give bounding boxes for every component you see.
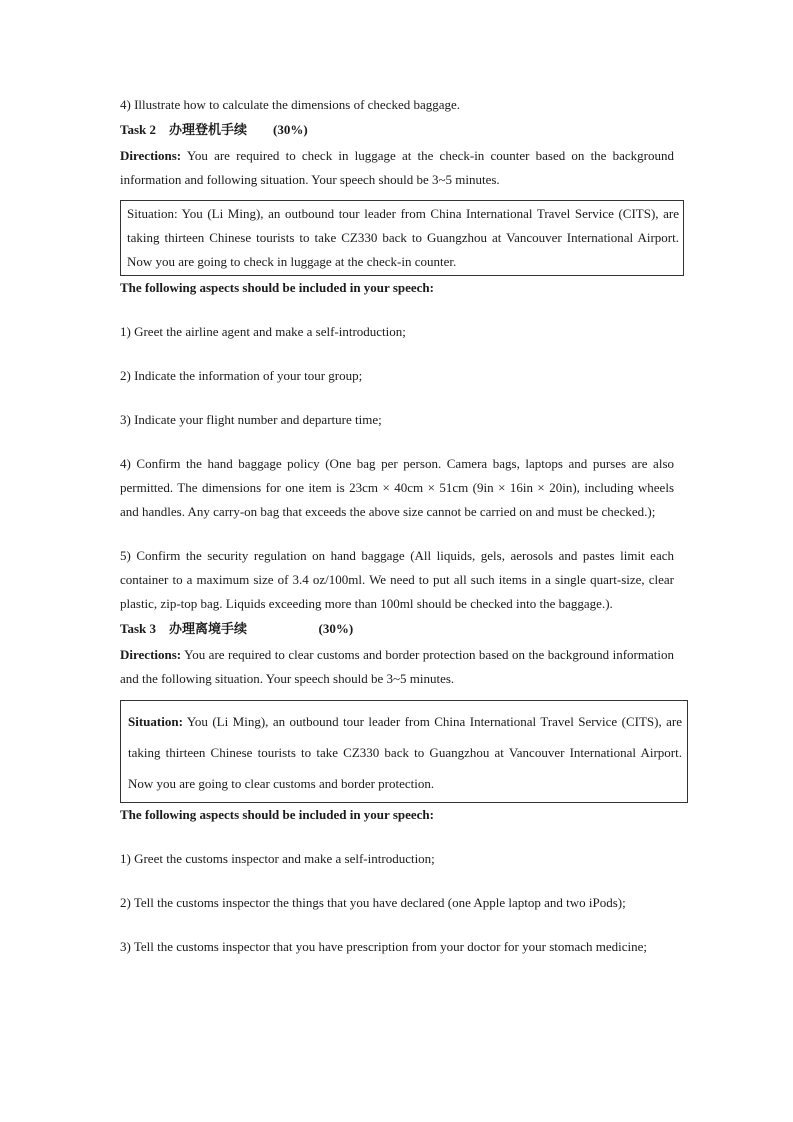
task2-item-4: 4) Confirm the hand baggage policy (One bag per person. Camera bags, laptops and purses are also permitted. The dimensions for one item is 23cm × 40cm × 51cm (9in × 16in × 20in), including wheels and handles. Any carry-on bag that exceeds the above size cannot be carried on and must be checked.);: [120, 456, 674, 519]
task3-directions-text: You are required to clear customs and border protection based on the background information and the following situation. Your speech should be 3~5 minutes.: [120, 647, 674, 686]
task3-label: Task 3: [120, 621, 157, 636]
task2-item-1: 1) Greet the airline agent and make a self-introduction;: [120, 324, 406, 339]
task3-item-2: 2) Tell the customs inspector the things that you have declared (one Apple laptop and two iPods);: [120, 895, 626, 910]
task2-aspects-heading: The following aspects should be included in your speech:: [120, 280, 434, 295]
task2-directions-text: You are required to check in luggage at the check-in counter based on the background information and following situation. Your speech should be 3~5 minutes.: [120, 148, 674, 187]
document-page: [120, 93, 682, 959]
task3-heading: [120, 616, 674, 643]
task2-title: 办理登机手续: [169, 123, 248, 138]
task2-item-3: 3) Indicate your flight number and departure time;: [120, 412, 382, 427]
task3-title: 办理离境手续: [169, 622, 248, 637]
task2-situation: Situation: You (Li Ming), an outbound tour leader from China International Travel Service (CITS), are taking thirteen Chinese tourists to take CZ330 back to Guangzhou at Vancouver International Airport. Now you are going to check in luggage at the check-in counter.: [127, 206, 679, 269]
task3-aspects-heading: The following aspects should be included in your speech:: [120, 807, 434, 822]
task3-directions: [120, 643, 674, 691]
task3-item-1: 1) Greet the customs inspector and make a self-introduction;: [120, 851, 435, 866]
task3-situation-text: You (Li Ming), an outbound tour leader from China International Travel Service (CITS), are taking thirteen Chinese tourists to take CZ330 back to Guangzhou at Vancouver International Airport. Now you are going to clear customs and border protection.: [128, 714, 682, 791]
task2-situation-box: [120, 200, 684, 276]
intro-item: 4) Illustrate how to calculate the dimensions of checked baggage.: [120, 97, 461, 112]
task3-situation: [128, 706, 682, 799]
task2-label: Task 2: [120, 122, 157, 137]
task2-heading: [120, 117, 674, 144]
task2-directions: [120, 144, 674, 192]
task2-item-5: 5) Confirm the security regulation on hand baggage (All liquids, gels, aerosols and pastes limit each container to a maximum size of 3.4 oz/100ml. We need to put all such items in a single quart-size, clear plastic, zip-top bag. Liquids exceeding more than 100ml should be checked into the baggage.).: [120, 548, 674, 611]
task3-item-3: 3) Tell the customs inspector that you have prescription from your doctor for your stomach medicine;: [120, 939, 648, 954]
task2-item-2: 2) Indicate the information of your tour group;: [120, 368, 363, 383]
task3-weight: (30%): [318, 621, 354, 636]
task2-directions-label: Directions:: [120, 148, 182, 163]
task3-directions-label: Directions:: [120, 647, 182, 662]
task3-situation-label: Situation:: [128, 714, 183, 729]
task3-situation-box: [120, 700, 688, 803]
task2-weight: (30%): [273, 122, 308, 137]
